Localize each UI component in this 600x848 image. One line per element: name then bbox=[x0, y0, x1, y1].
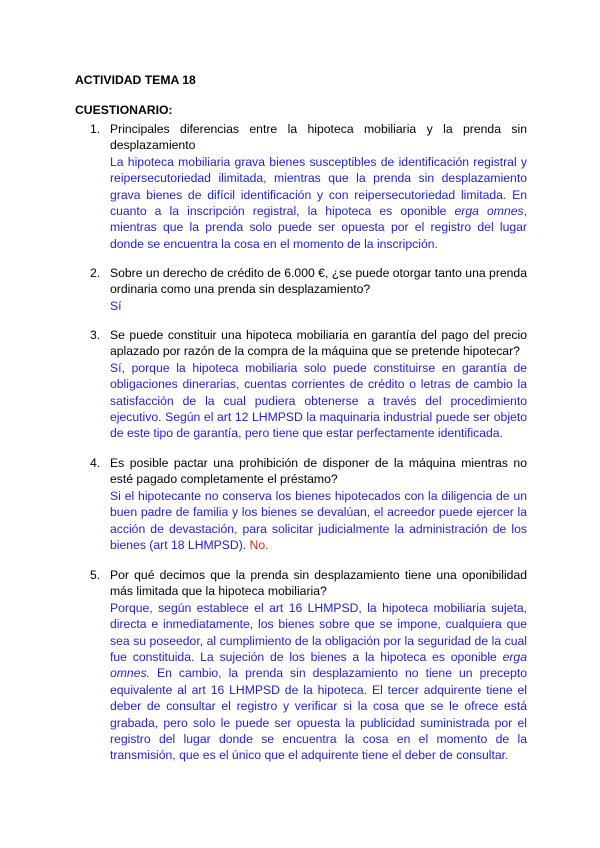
question-text: Es posible pactar una prohibición de disponer de la máquina mientras no esté pagado completamente el préstamo? bbox=[110, 456, 527, 487]
answer-text: La hipoteca mobiliaria grava bienes susceptibles de identificación registral y reipersecutoriedad ilimitada, mientras que la prenda sin desplazamiento grava bienes de difícil identificación y con reipersecutoriedad limitada. En cuanto a la inscripción registral, la hipoteca es oponible erga omnes, mientras que la prenda solo puede ser opuesta por el registro del lugar donde se encuentra la cosa en el momento de la inscripción. bbox=[110, 154, 527, 251]
answer-text: Si el hipotecante no conserva los bienes hipotecados con la diligencia de un buen padre de familia y los bienes se devalúan, el acreedor puede ejercer la acción de devastación, para solicitar judicialmente la administración de los bienes (art 18 LHMPSD). No. bbox=[110, 488, 527, 553]
question-number: 2. bbox=[90, 266, 101, 280]
question-number: 4. bbox=[90, 456, 101, 470]
answer-text: Sí bbox=[110, 298, 122, 313]
question-number: 5. bbox=[90, 568, 101, 582]
section-heading: CUESTIONARIO: bbox=[75, 103, 173, 117]
correction-mark: No. bbox=[249, 538, 269, 553]
question-number: 3. bbox=[90, 328, 101, 342]
question-text: Principales diferencias entre la hipoteca mobiliaria y la prenda sin desplazamiento bbox=[110, 122, 527, 153]
answer-text: Sí, porque la hipoteca mobiliaria solo puede constituirse en garantía de obligaciones dinerarias, cuentas corrientes de crédito o letras de cambio la satisfacción de la cual pudiera obtenerse a través del procedimiento ejecutivo. Según el art 12 LHMPSD la maquinaria industrial puede ser objeto de este tipo de garantía, pero tiene que estar perfectamente identificada. bbox=[110, 360, 527, 441]
question-number: 1. bbox=[90, 122, 101, 136]
question-text: Se puede constituir una hipoteca mobiliaria en garantía del pago del precio aplazado por razón de la compra de la máquina que se pretende hipotecar? bbox=[110, 328, 527, 359]
question-text: Por qué decimos que la prenda sin desplazamiento tiene una oponibilidad más limitada que la hipoteca mobiliaria? bbox=[110, 568, 527, 599]
latin-term: erga omnes. bbox=[110, 650, 527, 681]
latin-term: erga omnes bbox=[454, 204, 524, 219]
answer-text: Porque, según establece el art 16 LHMPSD, la hipoteca mobiliaria sujeta, directa e inmediatamente, los bienes sobre que se impone, cualquiera que sea su poseedor, al cumplimiento de la obligación por la seguridad de la cual fue constituida. La sujeción de los bienes a la hipoteca es oponible erga omnes. En cambio, la prenda sin desplazamiento no tiene un precepto equivalente al art 16 LHMPSD de la hipoteca. El tercer adquirente tiene el deber de consultar el registro y verificar si la cosa que se le ofrece está grabada, pero solo le puede ser opuesta la publicidad suministrada por el registro del lugar donde se encuentra la cosa en el momento de la transmisión, que es el único que el adquirente tiene el deber de consultar. bbox=[110, 600, 527, 763]
document-title: ACTIVIDAD TEMA 18 bbox=[75, 73, 196, 87]
question-text: Sobre un derecho de crédito de 6.000 €, ¿se puede otorgar tanto una prenda ordinaria como una prenda sin desplazamiento? bbox=[110, 266, 527, 297]
